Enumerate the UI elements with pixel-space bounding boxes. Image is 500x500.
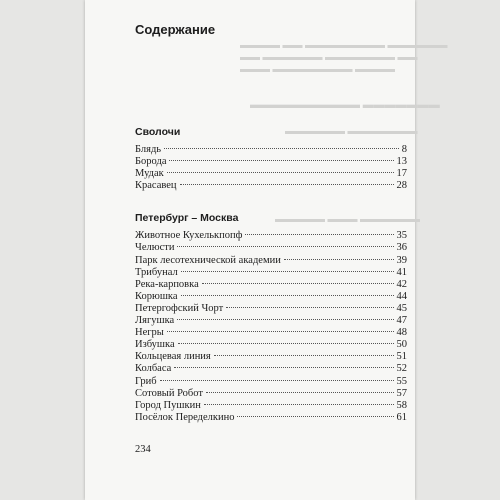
- dot-leader: [177, 319, 393, 320]
- toc-entry: [135, 351, 407, 363]
- toc-entry-title: Лягушка: [135, 315, 175, 327]
- toc-entry-page: 52: [396, 363, 407, 375]
- toc-entry-page: 47: [396, 315, 407, 327]
- toc-entry-title: Челюсти: [135, 242, 175, 254]
- bleed-through-text: ▬▬▬▬▬ ▬▬▬ ▬▬▬▬▬▬: [275, 214, 420, 225]
- toc-entry: [135, 168, 407, 180]
- toc-entry-page: 36: [396, 242, 407, 254]
- dot-leader: [206, 392, 394, 393]
- toc-entry-page: 8: [401, 144, 407, 155]
- toc-entry-page: 17: [396, 168, 407, 180]
- toc-entry: [135, 303, 407, 315]
- dot-leader: [202, 283, 394, 284]
- toc-entry-page: 35: [396, 230, 407, 242]
- toc-entry-title: Блядь: [135, 144, 162, 155]
- toc-entry: [135, 242, 407, 254]
- section-heading: Сволочи: [135, 126, 181, 138]
- section-heading: Петербург – Москва: [135, 212, 239, 225]
- bleed-through-text: ▬▬▬▬▬▬▬▬▬▬ ▬▬▬▬▬▬▬: [250, 99, 440, 111]
- toc-entry: [135, 388, 407, 400]
- toc-entry: [135, 339, 407, 351]
- toc-entry: [135, 255, 407, 267]
- toc-entry-title: Петергофский Чорт: [135, 302, 224, 314]
- toc-entry-title: Избушка: [135, 339, 175, 351]
- dot-leader: [204, 404, 394, 405]
- dot-leader: [180, 184, 394, 185]
- dot-leader: [181, 271, 394, 272]
- toc-entry: [135, 327, 407, 339]
- toc-entry-title: Гриб: [135, 375, 157, 387]
- page-title: Содержание: [135, 22, 216, 37]
- dot-leader: [167, 172, 394, 173]
- dot-leader: [237, 416, 393, 417]
- toc-entry-title: Трибунал: [135, 266, 178, 278]
- dot-leader: [169, 160, 393, 161]
- dot-leader: [164, 148, 399, 149]
- toc-entry-title: Парк лесотехнической академии: [135, 254, 281, 266]
- toc-section: [135, 212, 407, 424]
- toc-entry-page: 28: [396, 180, 407, 192]
- toc-entry-page: 42: [396, 278, 407, 290]
- toc-entry-title: Посёлок Переделкино: [135, 411, 235, 423]
- dot-leader: [177, 246, 393, 247]
- toc-entry-list: [135, 144, 407, 192]
- toc-entry: [135, 412, 407, 424]
- toc-section: [135, 126, 407, 192]
- toc-entry: [135, 267, 407, 279]
- toc-entry: [135, 363, 407, 375]
- bleed-through-text: ▬▬▬▬▬▬ ▬▬▬▬▬▬▬: [285, 126, 418, 137]
- bleed-through-text: ▬▬▬ ▬▬▬▬▬▬▬▬ ▬▬▬▬: [240, 64, 395, 75]
- toc-entry-title: Сотовый Робот: [135, 387, 203, 399]
- toc-entry-title: Кольцевая линия: [135, 351, 211, 363]
- toc-entry-page: 41: [396, 266, 407, 278]
- dot-leader: [226, 307, 393, 308]
- dot-leader: [178, 343, 394, 344]
- dot-leader: [160, 380, 394, 381]
- dot-leader: [167, 331, 394, 332]
- toc-entry: [135, 400, 407, 412]
- toc-entry-page: 58: [396, 399, 407, 411]
- book-page: [85, 0, 448, 500]
- toc-entry-title: Корюшка: [135, 290, 178, 302]
- table-of-contents: [135, 22, 407, 424]
- dot-leader: [174, 367, 393, 368]
- toc-entry-page: 44: [396, 290, 407, 302]
- toc-entry: [135, 180, 407, 192]
- toc-entry: [135, 315, 407, 327]
- toc-entry-page: 51: [396, 351, 407, 363]
- toc-entry-page: 50: [396, 339, 407, 351]
- toc-entry-title: Животное Кухелькпопф: [135, 230, 243, 242]
- dot-leader: [214, 355, 394, 356]
- toc-entry-page: 55: [396, 375, 407, 387]
- toc-entry-title: Колбаса: [135, 363, 172, 375]
- bleed-through-text: ▬▬▬▬ ▬▬ ▬▬▬▬▬▬▬▬ ▬▬▬▬▬▬: [240, 40, 448, 51]
- dot-leader: [181, 295, 394, 296]
- toc-entry: [135, 144, 407, 156]
- toc-entry-page: 61: [396, 411, 407, 423]
- toc-entry-page: 57: [396, 387, 407, 399]
- toc-entry: [135, 279, 407, 291]
- toc-entry-page: 48: [396, 327, 407, 339]
- toc-entry-title: Негры: [135, 327, 164, 339]
- dot-leader: [284, 259, 394, 260]
- toc-entry-title: Река-карповка: [135, 278, 199, 290]
- toc-entry-page: 45: [396, 302, 407, 314]
- dot-leader: [245, 234, 393, 235]
- toc-entry-title: Город Пушкин: [135, 399, 201, 411]
- toc-entry-page: 39: [396, 254, 407, 266]
- page-number: 234: [135, 444, 151, 455]
- toc-entry: [135, 376, 407, 388]
- toc-entry-title: Борода: [135, 156, 167, 168]
- toc-entry-title: Красавец: [135, 180, 177, 192]
- toc-entry: [135, 230, 407, 242]
- toc-entry: [135, 291, 407, 303]
- toc-entry-page: 13: [396, 156, 407, 168]
- toc-entry: [135, 156, 407, 168]
- bleed-through-text: ▬▬ ▬▬▬▬▬▬ ▬▬▬▬▬▬▬ ▬▬: [240, 52, 418, 63]
- toc-entry-title: Мудак: [135, 168, 164, 180]
- toc-entry-list: [135, 230, 407, 424]
